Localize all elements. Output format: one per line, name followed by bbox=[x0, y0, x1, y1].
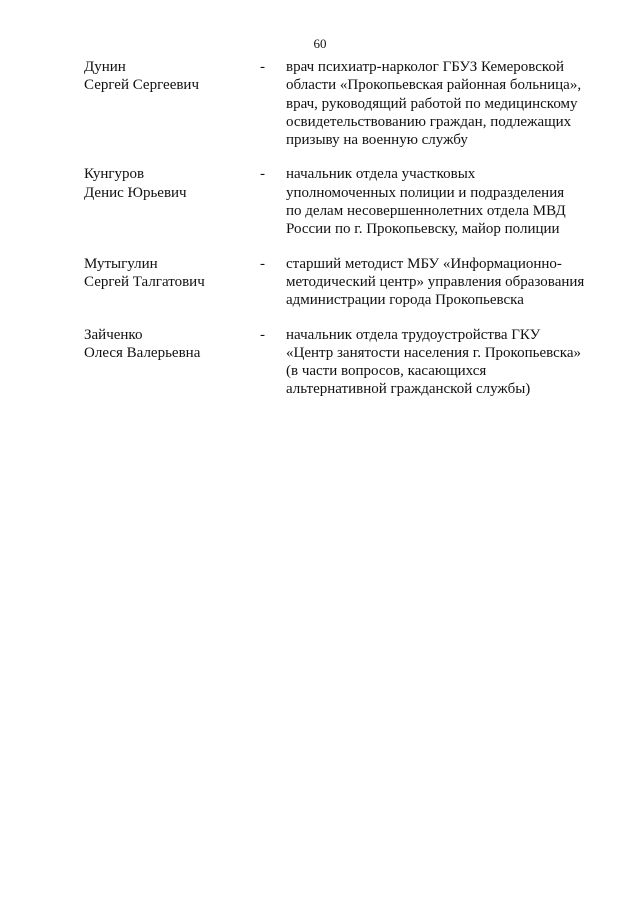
member-row bbox=[84, 165, 604, 238]
role-line: «Центр занятости населения г. Прокопьевска» bbox=[286, 344, 581, 361]
member-dash: - bbox=[260, 326, 265, 343]
member-name bbox=[84, 58, 260, 149]
member-surname: Зайченко bbox=[84, 326, 143, 343]
role-line: России по г. Прокопьевску, майор полиции bbox=[286, 221, 560, 238]
member-surname: Кунгуров bbox=[84, 166, 145, 183]
role-line: методический центр» управления образования bbox=[286, 273, 585, 290]
member-role bbox=[286, 326, 594, 399]
role-line: старший методист МБУ «Информационно- bbox=[286, 255, 562, 272]
member-role bbox=[286, 58, 594, 149]
member-surname: Дунин bbox=[84, 59, 126, 75]
role-line: врач, руководящий работой по медицинскому bbox=[286, 95, 578, 112]
member-dash: - bbox=[260, 166, 265, 183]
role-line: уполномоченных полиции и подразделения bbox=[286, 184, 565, 201]
member-row bbox=[84, 58, 604, 149]
member-surname: Мутыгулин bbox=[84, 255, 158, 272]
role-line: призыву на военную службу bbox=[286, 132, 468, 149]
role-line: начальник отдела трудоустройства ГКУ bbox=[286, 326, 541, 343]
member-row bbox=[84, 255, 604, 310]
member-role bbox=[286, 165, 594, 238]
page-number: 60 bbox=[313, 36, 327, 51]
role-line: врач психиатр-нарколог ГБУЗ Кемеровской bbox=[286, 59, 564, 75]
member-given-names: Сергей Талгатович bbox=[84, 273, 205, 290]
member-given-names: Сергей Сергеевич bbox=[84, 77, 200, 94]
member-name bbox=[84, 326, 260, 399]
role-line: начальник отдела участковых bbox=[286, 166, 476, 183]
member-given-names: Денис Юрьевич bbox=[84, 184, 187, 201]
member-name bbox=[84, 255, 260, 310]
role-line: администрации города Прокопьевска bbox=[286, 292, 524, 309]
role-line: по делам несовершеннолетних отдела МВД bbox=[286, 203, 566, 220]
member-row bbox=[84, 326, 604, 399]
role-line: альтернативной гражданской службы) bbox=[286, 381, 531, 398]
member-given-names: Олеся Валерьевна bbox=[84, 344, 201, 361]
role-line: (в части вопросов, касающихся bbox=[286, 363, 487, 380]
member-dash: - bbox=[260, 59, 265, 75]
role-line: освидетельствованию граждан, подлежащих bbox=[286, 113, 572, 130]
role-line: области «Прокопьевская районная больница», bbox=[286, 77, 582, 94]
member-list bbox=[84, 58, 604, 399]
member-dash: - bbox=[260, 255, 265, 272]
member-role bbox=[286, 255, 594, 310]
member-name bbox=[84, 165, 260, 238]
